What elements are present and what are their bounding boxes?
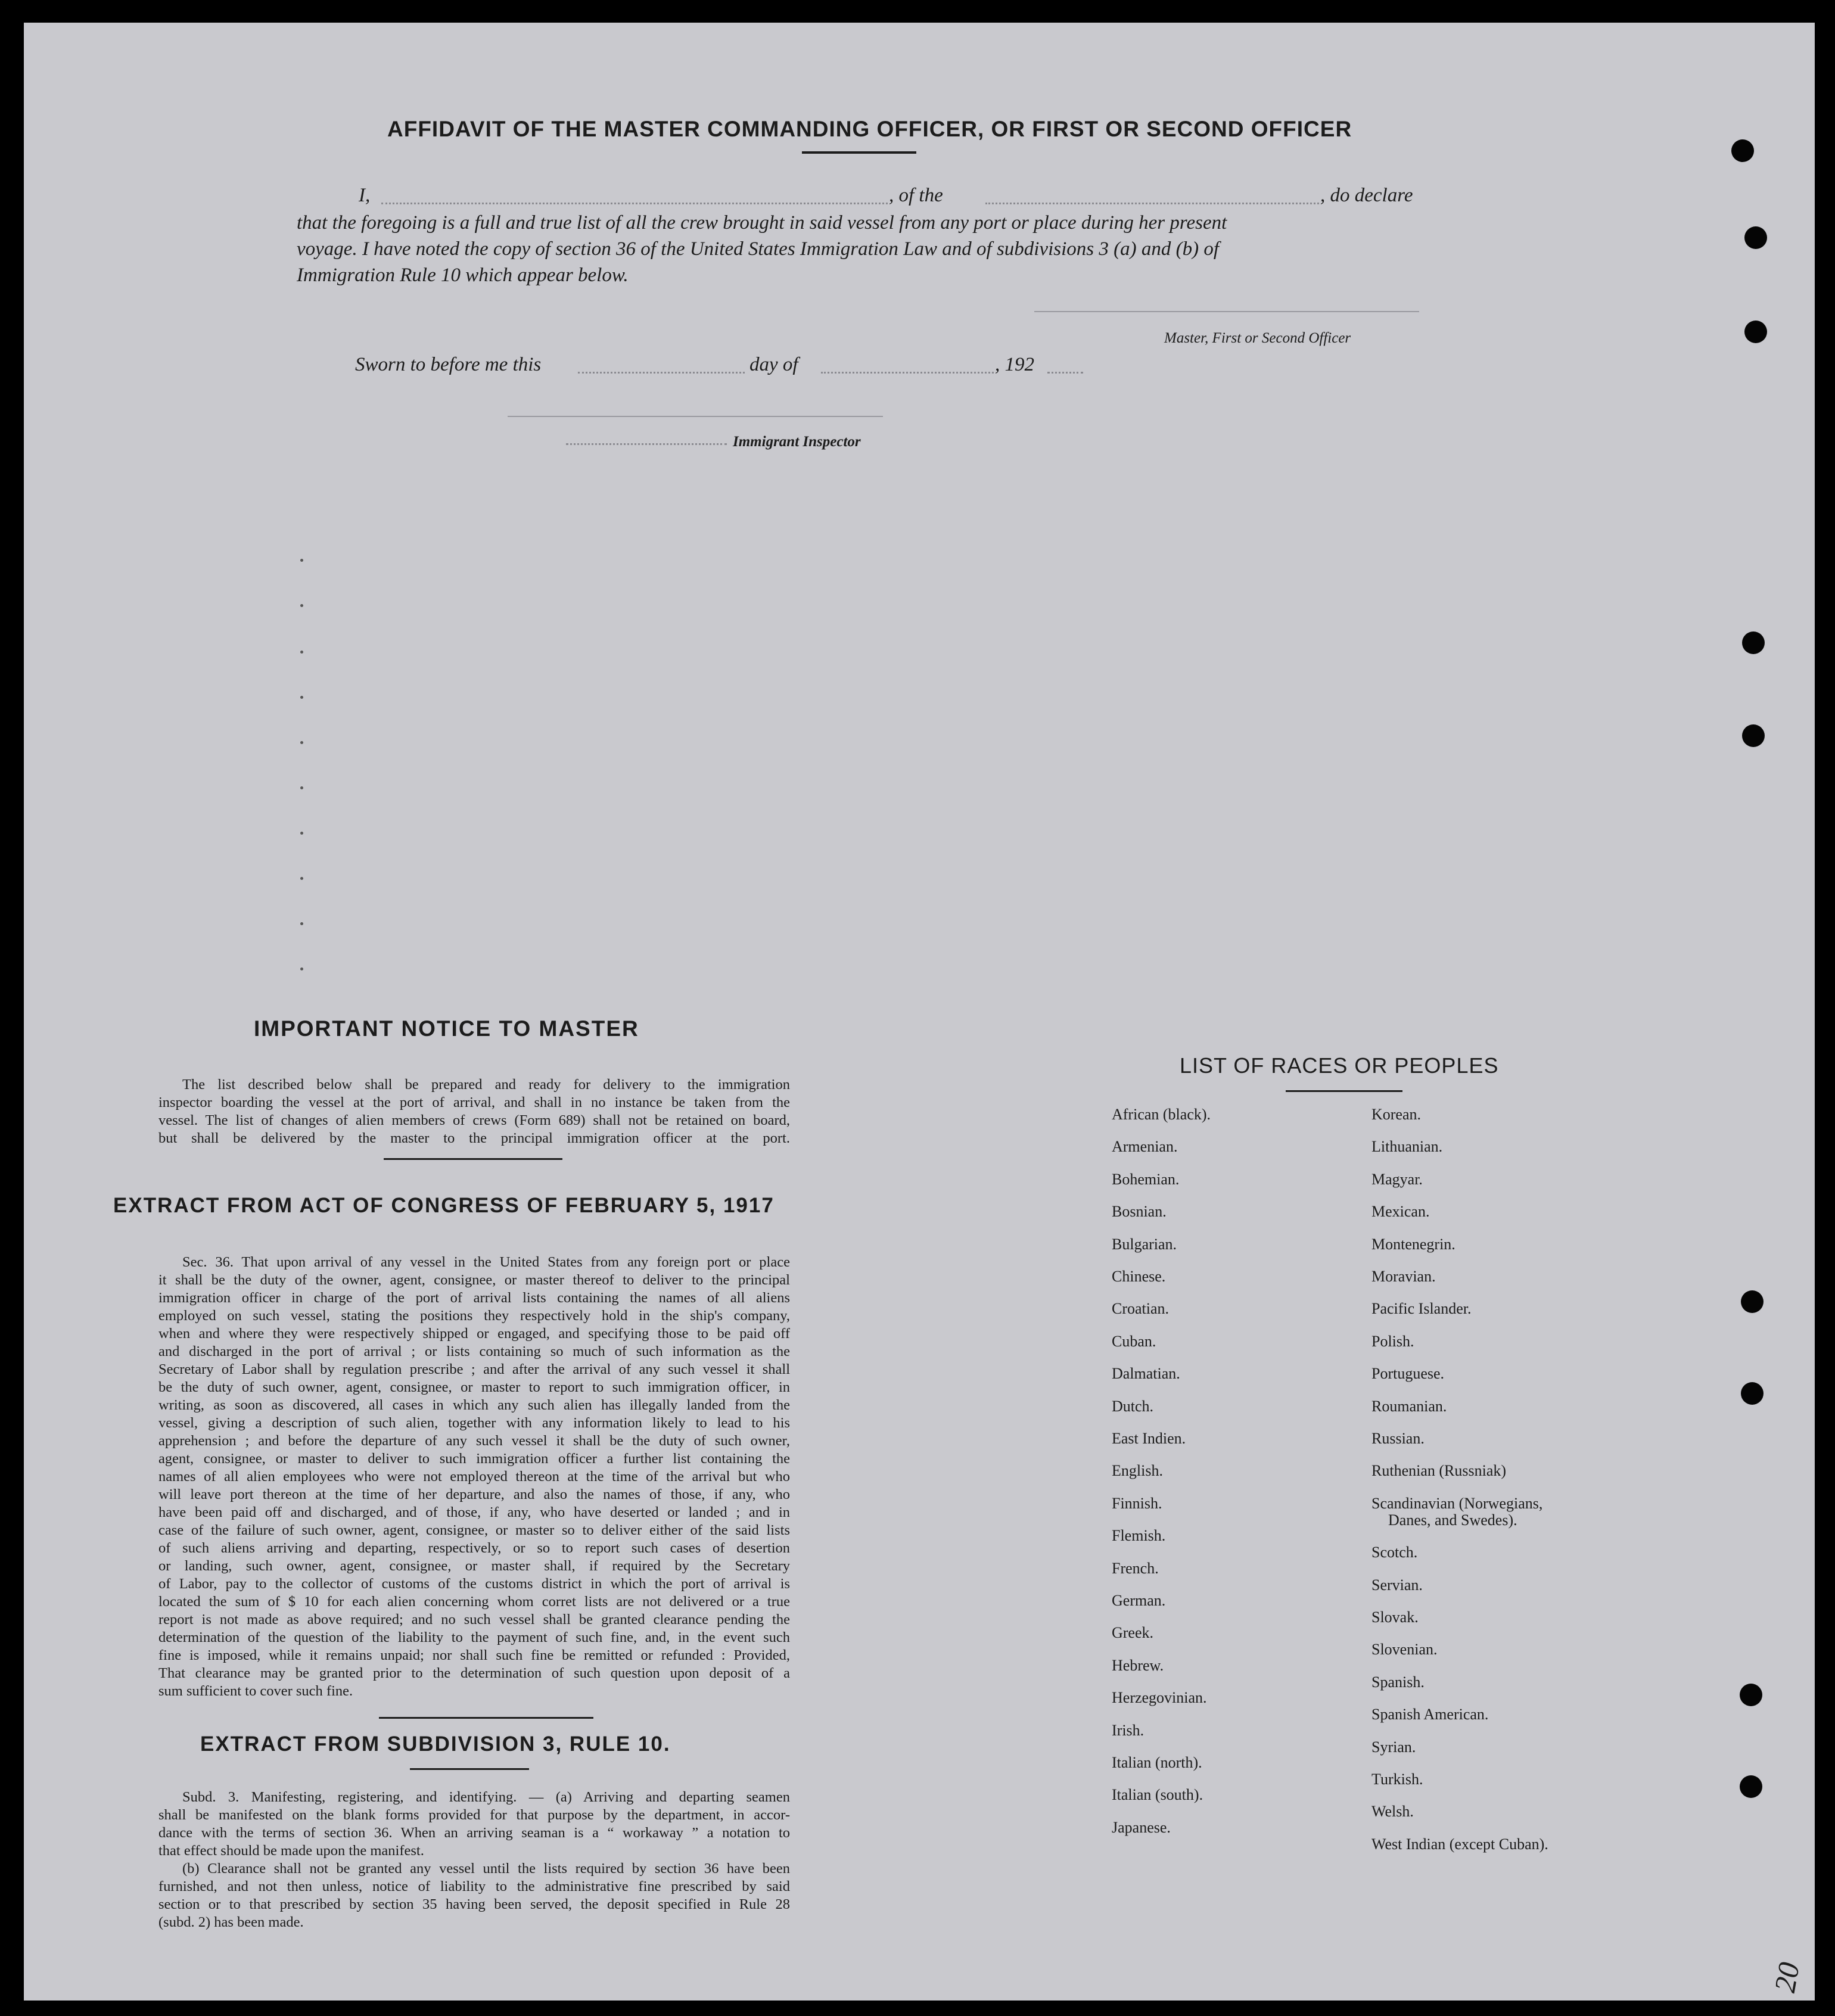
act-line: Sec. 36. That upon arrival of any vessel in the United States from any foreign port or place — [182, 1254, 790, 1270]
sworn-day-blank[interactable] — [578, 372, 745, 374]
race-item: African (black). — [1112, 1106, 1211, 1123]
race-item: German. — [1112, 1592, 1166, 1609]
rule-extract-title: EXTRACT FROM SUBDIVISION 3, RULE 10. — [200, 1732, 671, 1756]
race-item: Finnish. — [1112, 1494, 1162, 1512]
master-signature-label: Master, First or Second Officer — [1164, 330, 1351, 346]
act-line: determination of the question of the liability to the payment of such fine, and, in the event such — [158, 1629, 790, 1645]
act-line: or landing, such owner, agent, consignee, or master shall, if required by the Secretary — [158, 1558, 790, 1574]
race-item: English. — [1112, 1462, 1163, 1480]
race-item: Slovak. — [1371, 1609, 1419, 1626]
punch-hole — [1744, 321, 1767, 343]
rule-line-b: section or to that prescribed by section 35 having been served, the deposit specified in Rule 28 — [158, 1896, 790, 1912]
notice-body — [158, 1076, 790, 1147]
race-item: Croatian. — [1112, 1300, 1170, 1318]
race-item: Japanese. — [1112, 1818, 1171, 1836]
race-item: Slovenian. — [1371, 1641, 1438, 1659]
vessel-blank[interactable] — [985, 203, 1319, 204]
rule-title-underline — [410, 1768, 529, 1770]
sworn-year-blank[interactable] — [1047, 372, 1083, 374]
dot-mark — [300, 696, 303, 699]
act-line: writing, as soon as discovered, all cases in which any such alien has illegally landed from the — [158, 1397, 790, 1413]
races-title: LIST OF RACES OR PEOPLES — [1180, 1053, 1499, 1078]
race-item: East Indien. — [1112, 1430, 1186, 1447]
dot-mark — [300, 651, 303, 654]
rule-line-a: shall be manifested on the blank forms provided for that purpose by the department, in accor- — [158, 1807, 790, 1823]
sworn-day-of: day of — [749, 354, 798, 375]
punch-hole — [1742, 631, 1765, 654]
notice-line: vessel. The list of changes of alien members of crews (Form 689) shall not be retained on board, — [158, 1112, 790, 1128]
act-line: be the duty of such owner, agent, consignee, or master to report to such immigration officer, in — [158, 1379, 790, 1395]
act-line: have been paid off and discharged, and of those, if any, who have deserted or landed ; and in — [158, 1504, 790, 1520]
affidavit-declare: , do declare — [1320, 185, 1413, 206]
act-line: it shall be the duty of the owner, agent, consignee, or master thereof to deliver to the principal — [158, 1272, 790, 1288]
act-line: agent, consignee, or master to deliver to such immigration officer a further list containing the — [158, 1451, 790, 1467]
act-divider — [379, 1717, 593, 1719]
race-item: Mexican. — [1371, 1203, 1430, 1221]
inspector-label: Immigrant Inspector — [733, 434, 861, 450]
race-item: French. — [1112, 1559, 1159, 1577]
punch-hole — [1741, 1382, 1764, 1405]
act-line: will leave port thereon at the time of her departure, and also the names of those, if any, who — [158, 1486, 790, 1502]
rule-line-b: (subd. 2) has been made. — [158, 1914, 304, 1930]
race-item: Herzegovinian. — [1112, 1689, 1207, 1707]
sworn-prefix: Sworn to before me this — [355, 354, 542, 375]
race-item: Scandinavian (Norwegians, — [1371, 1494, 1543, 1512]
race-item: Cuban. — [1112, 1332, 1156, 1350]
master-signature-line[interactable] — [1034, 311, 1419, 312]
notice-line: inspector boarding the vessel at the port of arrival, and shall in no instance be taken from the — [158, 1094, 790, 1110]
rule-line-a: that effect should be made upon the manifest. — [158, 1843, 424, 1859]
race-item: Montenegrin. — [1371, 1235, 1455, 1253]
act-line: report is not made as above required; and no such vessel shall be granted clearance pending the — [158, 1611, 790, 1628]
race-item: Pacific Islander. — [1371, 1300, 1472, 1318]
race-item: Bohemian. — [1112, 1170, 1180, 1188]
margin-page-number: 20 — [1768, 1959, 1806, 1995]
rule-line-a: dance with the terms of section 36. When an arriving seaman is a “ workaway ” a notation to — [158, 1825, 790, 1841]
race-item: Bosnian. — [1112, 1203, 1167, 1221]
race-item: Flemish. — [1112, 1527, 1166, 1545]
race-item: Korean. — [1371, 1106, 1422, 1123]
rule-line-b: (b) Clearance shall not be granted any vessel until the lists required by section 36 have been — [182, 1861, 790, 1877]
race-item: Hebrew. — [1112, 1656, 1164, 1674]
act-extract-body — [158, 1253, 790, 1700]
punch-hole — [1742, 724, 1765, 747]
dot-mark — [300, 741, 303, 744]
affidavit-line-2: that the foregoing is a full and true list of all the crew brought in said vessel from any port or place during her present — [297, 212, 1227, 234]
punch-hole — [1731, 139, 1754, 162]
race-item: Irish. — [1112, 1721, 1144, 1739]
race-item: Spanish American. — [1371, 1706, 1489, 1723]
race-item: Spanish. — [1371, 1673, 1425, 1691]
punch-hole — [1744, 226, 1767, 249]
affidavit-title: AFFIDAVIT OF THE MASTER COMMANDING OFFICER, OR FIRST OR SECOND OFFICER — [387, 117, 1352, 141]
race-item: Chinese. — [1112, 1268, 1166, 1285]
act-line: and discharged in the port of arrival ; or lists containing so much of such information as the — [158, 1343, 790, 1359]
notice-line: The list described below shall be prepared and ready for delivery to the immigration — [182, 1077, 790, 1093]
act-line: of Labor, pay to the collector of customs of the customs district in which the port of arrival is — [158, 1576, 790, 1592]
affidavit-i: I, — [359, 185, 371, 206]
race-item: West Indian (except Cuban). — [1371, 1835, 1548, 1853]
race-item: Syrian. — [1371, 1738, 1416, 1756]
race-item: Roumanian. — [1371, 1397, 1447, 1415]
act-line: names of all alien employees who were not employed thereon at the time of the arrival but who — [158, 1469, 790, 1485]
sworn-year: , 192 — [995, 354, 1034, 375]
act-line: apprehension ; and before the departure of any such vessel it shall be the duty of such owner, — [158, 1433, 790, 1449]
notice-divider — [384, 1158, 562, 1160]
act-line: That clearance may be granted prior to the determination of such question upon deposit of a — [158, 1665, 790, 1681]
act-line: case of the failure of such owner, agent, consignee, or master so to deliver either of the said lists — [158, 1522, 790, 1538]
act-line: located the sum of $ 10 for each alien concerning whom corret lists are not delivered or a true — [158, 1594, 790, 1610]
race-item: Danes, and Swedes). — [1388, 1511, 1517, 1529]
rule-line-b: furnished, and not then unless, notice of liability to the administrative fine prescribed by said — [158, 1878, 790, 1894]
race-item: Moravian. — [1371, 1268, 1436, 1285]
races-title-underline — [1286, 1090, 1402, 1092]
race-item: Dalmatian. — [1112, 1365, 1180, 1383]
dot-mark — [300, 559, 303, 562]
punch-hole — [1741, 1290, 1764, 1313]
notice-line: but shall be delivered by the master to the principal immigration officer at the port. — [158, 1130, 790, 1146]
affidavit-line-4: Immigration Rule 10 which appear below. — [297, 265, 629, 286]
race-item: Greek. — [1112, 1624, 1154, 1642]
act-line: vessel, giving a description of such alien, together with any information likely to lead to his — [158, 1415, 790, 1431]
dot-mark — [300, 604, 303, 607]
act-line: sum sufficient to cover such fine. — [158, 1683, 353, 1699]
punch-hole — [1740, 1684, 1762, 1706]
dot-mark — [300, 786, 303, 789]
race-item: Lithuanian. — [1371, 1138, 1443, 1156]
race-item: Turkish. — [1371, 1771, 1423, 1788]
act-line: of such aliens arriving and departing, respectively, or so to report such cases of desertion — [158, 1540, 790, 1556]
act-line: immigration officer in charge of the port of arrival lists containing the names of all aliens — [158, 1290, 790, 1306]
race-item: Bulgarian. — [1112, 1235, 1177, 1253]
race-item: Portuguese. — [1371, 1365, 1445, 1383]
sworn-month-blank[interactable] — [821, 372, 994, 374]
dot-mark — [300, 967, 303, 970]
act-extract-title: EXTRACT FROM ACT OF CONGRESS OF FEBRUARY 5, 1917 — [113, 1194, 775, 1217]
inspector-dotted-line — [566, 443, 727, 445]
race-item: Italian (north). — [1112, 1754, 1202, 1771]
punch-hole — [1740, 1775, 1762, 1798]
document-page — [24, 23, 1815, 2001]
race-item: Scotch. — [1371, 1544, 1418, 1561]
race-item: Russian. — [1371, 1430, 1425, 1447]
race-item: Polish. — [1371, 1332, 1414, 1350]
title-underline — [802, 151, 916, 154]
affidavit-line-3: voyage. I have noted the copy of section 36 of the United States Immigration Law and of subdivisions 3 (a) and (b) of — [297, 238, 1220, 260]
dot-mark — [300, 832, 303, 835]
act-line: when and where they were respectively shipped or engaged, and specifying those to be paid off — [158, 1326, 790, 1342]
notice-title: IMPORTANT NOTICE TO MASTER — [254, 1016, 639, 1041]
race-item: Dutch. — [1112, 1397, 1154, 1415]
rule-line-a: Subd. 3. Manifesting, registering, and identifying. — (a) Arriving and departing seamen — [182, 1789, 790, 1805]
name-blank[interactable] — [381, 203, 888, 204]
act-line: fine is imposed, while it remains unpaid; nor shall such fine be remitted or refunded : Provided, — [158, 1647, 790, 1663]
race-item: Armenian. — [1112, 1138, 1178, 1156]
rule-extract-body — [158, 1788, 790, 1931]
affidavit-of-the: , of the — [889, 185, 943, 206]
race-item: Magyar. — [1371, 1170, 1423, 1188]
dot-mark — [300, 922, 303, 925]
race-item: Ruthenian (Russniak) — [1371, 1462, 1507, 1480]
act-line: employed on such vessel, stating the positions they respectively hold in the ship's company, — [158, 1308, 790, 1324]
inspector-signature-line[interactable] — [508, 416, 883, 417]
race-item: Servian. — [1371, 1576, 1423, 1594]
dot-mark — [300, 877, 303, 880]
race-item: Italian (south). — [1112, 1786, 1203, 1804]
act-line: Secretary of Labor shall by regulation prescribe ; and after the arrival of any such vessel it shall — [158, 1361, 790, 1377]
race-item: Welsh. — [1371, 1803, 1414, 1821]
